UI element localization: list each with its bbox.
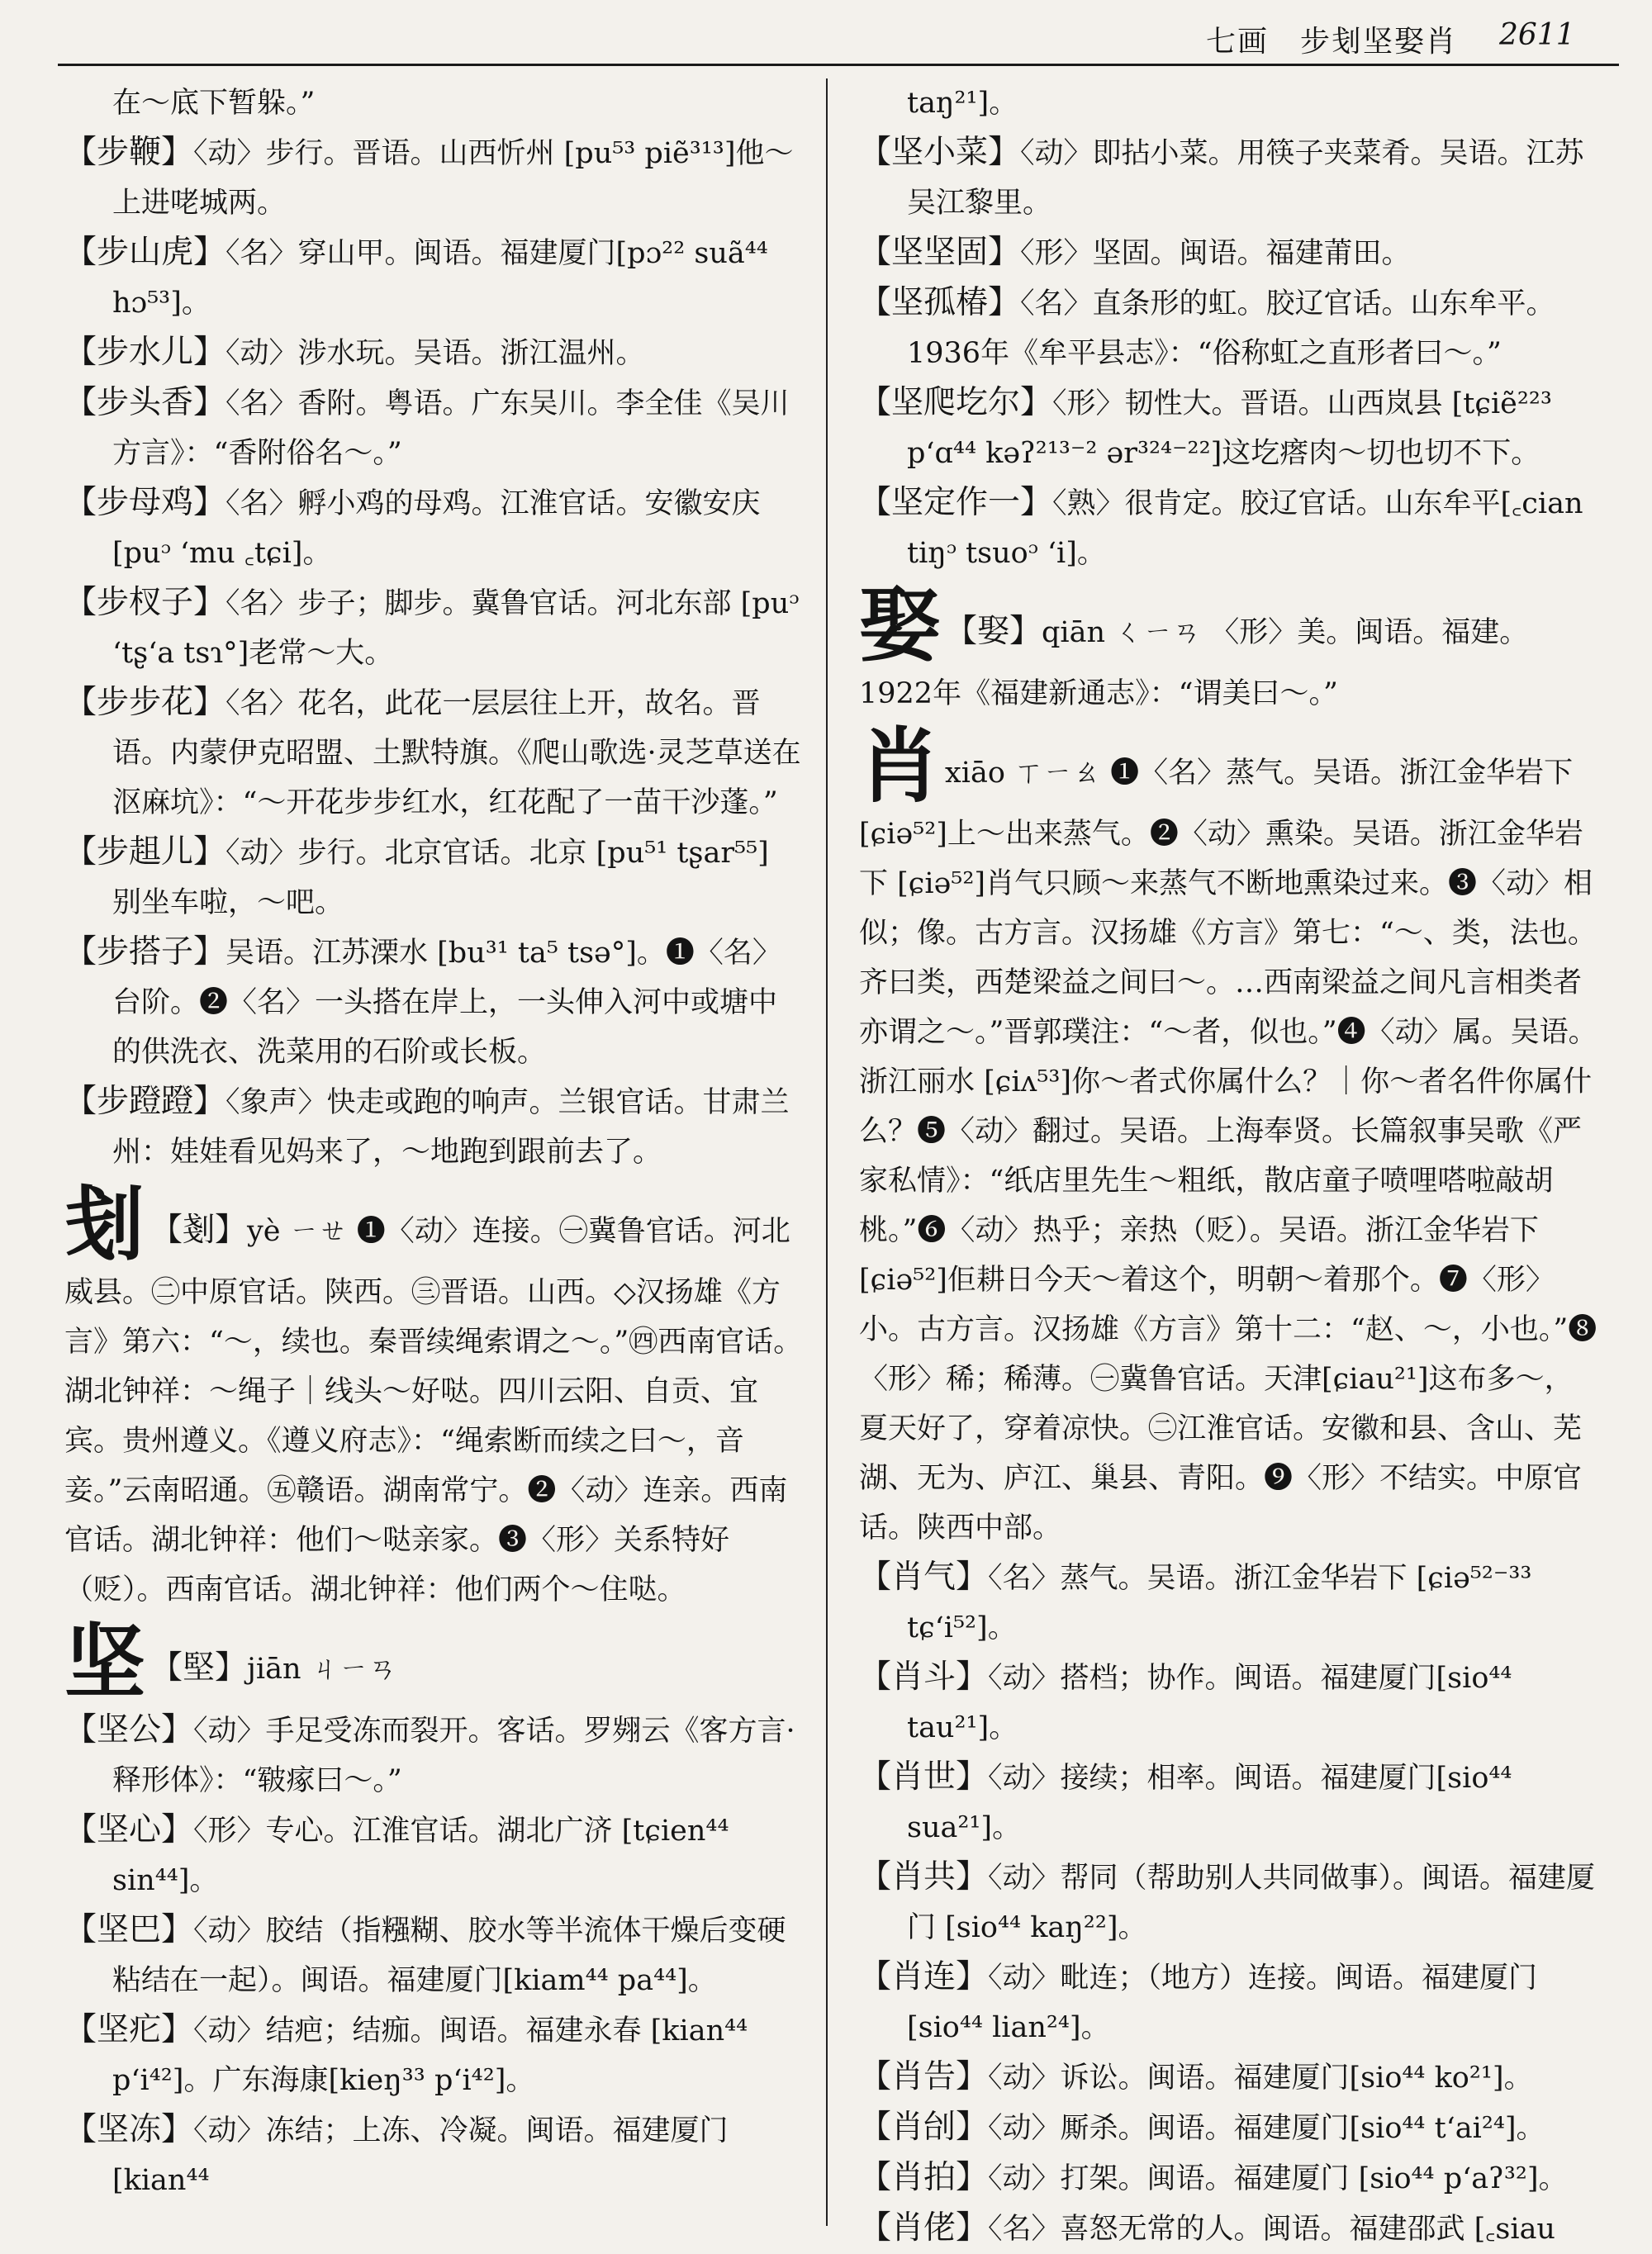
right-column <box>859 78 1598 2247</box>
entry-text: 〈动〉打架。闽语。福建厦门 [sio⁴⁴ pʻaʔ³²]。 <box>988 2162 1568 2195</box>
entry-text: 在～底下暂躲。” <box>112 87 316 120</box>
entry-headword: 【步趄儿】 <box>64 833 226 871</box>
dictionary-entry <box>64 128 804 228</box>
entry-headword: 【坚公】 <box>64 1711 194 1749</box>
dictionary-entry <box>64 928 804 1077</box>
column-divider <box>826 78 828 2226</box>
entry-headword: 【肖气】 <box>859 1559 989 1596</box>
entry-text: 〈形〉坚固。闽语。福建莆田。 <box>1020 237 1411 270</box>
entry-headword: 【坚心】 <box>64 1811 194 1848</box>
entry-text: 〈动〉结疤；结痂。闽语。福建永春 [kian⁴⁴ pʻi⁴²]。广东海康[kieŋ³³ pʻi⁴²]。 <box>112 2014 748 2097</box>
dictionary-entry <box>859 78 1598 128</box>
entry-headword: 【坚定作一】 <box>859 484 1053 521</box>
dictionary-entry <box>859 128 1598 228</box>
dictionary-entry <box>64 1905 804 2005</box>
dictionary-entry <box>859 378 1598 478</box>
entry-text: 〈动〉步行。北京官话。北京 [pu⁵¹ tʂar⁵⁵] 别坐车啦，～吧。 <box>112 837 769 919</box>
entry-headword: 【坚爬圪尔】 <box>859 384 1053 421</box>
entry-headword: 【剗】 <box>150 1212 248 1249</box>
character-entry <box>64 1177 804 1615</box>
entry-text: 〈动〉毗连；（地方）连接。闽语。福建厦门[sio⁴⁴ lian²⁴]。 <box>907 1962 1538 2044</box>
dictionary-entry <box>859 1753 1598 1853</box>
dictionary-entry <box>859 2103 1598 2153</box>
dictionary-entry <box>64 678 804 828</box>
entry-text: yè ㄧㄝ ❶〈动〉连接。㊀冀鲁官话。河北威县。㊁中原官话。陕西。㊂晋语。山西。◇汉扬雄《方言》第六：“～，续也。秦晋续绳索谓之～。”㊃西南官话。湖北钟祥：～绳子｜线头～好哒。四川云阳、自贡、宜宾。贵州遵义。《遵义府志》：“绳索断而续之曰～，音妾。”云南昭通。㊄赣语。湖南常宁。❷〈动〉连亲。西南官话。湖北钟祥：他们～哒亲家。❸〈形〉关系特好（贬）。西南官话。湖北钟祥：他们两个～住哒。 <box>64 1215 803 1606</box>
entry-headword: 【肖世】 <box>859 1758 989 1796</box>
entry-headword: 【坚坚固】 <box>859 234 1021 271</box>
dictionary-entry <box>64 228 804 328</box>
dictionary-entry <box>859 478 1598 578</box>
entry-headword: 【肖告】 <box>859 2058 989 2095</box>
section-title: 七画 步刬坚娶肖 <box>1206 25 1458 59</box>
dictionary-entry <box>64 2105 804 2205</box>
entry-text: 〈动〉步行。晋语。山西忻州 [pu⁵³ piẽ³¹³]他～上进咾城两。 <box>112 137 794 220</box>
dictionary-entry <box>64 828 804 928</box>
entry-text: 〈动〉冻结；上冻、冷凝。闽语。福建厦门[kian⁴⁴ <box>112 2114 729 2197</box>
dictionary-entry <box>64 478 804 578</box>
entry-headword: 【步蹬蹬】 <box>64 1083 226 1120</box>
entry-text: taŋ²¹]。 <box>907 87 1018 120</box>
page-number: 2611 <box>1499 18 1575 52</box>
entry-text: 〈动〉胶结（指糨糊、胶水等半流体干燥后变硬粘结在一起）。闽语。福建厦门[kiam⁴⁴ pa⁴⁴]。 <box>112 1915 786 1997</box>
dictionary-entry <box>64 78 804 128</box>
entry-text: 〈名〉花名，此花一层层往上开，故名。晋语。内蒙伊克昭盟、土默特旗。《爬山歌选·灵芝草送在沤麻坑》：“～开花步步红水，红花配了一苗干沙蓬。” <box>112 687 801 819</box>
dictionary-entry <box>859 1653 1598 1753</box>
entry-headword: 【肖刣】 <box>859 2109 989 2146</box>
entry-text: 〈象声〉快走或跑的响声。兰银官话。甘肃兰州：娃娃看见妈来了，～地跑到跟前去了。 <box>112 1086 790 1169</box>
dictionary-entry <box>64 2005 804 2105</box>
entry-headword: 【肖连】 <box>859 1958 989 1995</box>
dictionary-entry <box>64 378 804 478</box>
dictionary-entry <box>64 1806 804 1905</box>
entry-text: 〈名〉香附。粤语。广东吴川。李全佳《吴川方言》：“香附俗名～。” <box>112 387 790 470</box>
entry-headword: 【步鞭】 <box>64 134 194 171</box>
entry-text: 〈名〉孵小鸡的母鸡。江淮官话。安徽安庆 [puᵓ ʻmu ꜀tɕi]。 <box>112 487 761 570</box>
entry-text: 〈动〉诉讼。闽语。福建厦门[sio⁴⁴ ko²¹]。 <box>988 2062 1533 2095</box>
dictionary-entry <box>64 1077 804 1177</box>
entry-text: 〈动〉厮杀。闽语。福建厦门[sio⁴⁴ tʻai²⁴]。 <box>988 2112 1545 2145</box>
entry-headword: 【坚冻】 <box>64 2111 194 2148</box>
entry-character: 娶 <box>859 578 941 673</box>
dictionary-entry <box>859 2052 1598 2103</box>
entry-text: xiāo ㄒㄧㄠ ❶〈名〉蒸气。吴语。浙江金华岩下 [ɕiə⁵²]上～出来蒸气。❷〈动〉熏染。吴语。浙江金华岩下 [ɕiə⁵²]肖气只顾～来蒸气不断地熏染过来。❸〈动〉相似；像。古方言。汉扬雄《方言》第七：“～、类，法也。齐曰类，西楚梁益之间曰～。…西南梁益之间凡言相类者亦谓之～。”晋郭璞注：“～者，似也。”❹〈动〉属。吴语。浙江丽水 [ɕiʌ⁵³]你～者式你属什么？｜你～者名件你属什么？❺〈动〉翻过。吴语。上海奉贤。长篇叙事吴歌《严家私情》：“纸店里先生～粗纸，散店童子喷哩嗒啦敲胡桃。”❻〈动〉热乎；亲热（贬）。吴语。浙江金华岩下 [ɕiə⁵²]佢耕日今天～着这个，明朝～着那个。❼〈形〉小。古方言。汉扬雄《方言》第十二：“赵、～，小也。”❽〈形〉稀；稀薄。㊀冀鲁官话。天津[ɕiau²¹]这布多～，夏天好了，穿着凉快。㊁江淮官话。安徽和县、含山、芜湖、无为、庐江、巢县、青阳。❾〈形〉不结实。中原官话。陕西中部。 <box>859 757 1597 1545</box>
entry-text: 〈动〉涉水玩。吴语。浙江温州。 <box>225 337 645 370</box>
dictionary-entry <box>859 2204 1598 2254</box>
entry-text: 〈名〉蒸气。吴语。浙江金华岩下 [ɕiə⁵²⁻³³ tɕʻi⁵²]。 <box>907 1562 1532 1644</box>
entry-text: 〈动〉帮同（帮助别人共同做事）。闽语。福建厦门 [sio⁴⁴ kaŋ²²]。 <box>907 1862 1596 1944</box>
character-entry <box>859 578 1598 719</box>
entry-headword: 【肖斗】 <box>859 1658 989 1696</box>
entry-text: 〈动〉搭档；协作。闽语。福建厦门[sio⁴⁴ tau²¹]。 <box>907 1662 1512 1744</box>
entry-text: jiān ㄐㄧㄢ <box>247 1653 397 1686</box>
dictionary-entry <box>64 328 804 378</box>
entry-text: 〈形〉韧性大。晋语。山西岚县 [tɕiẽ²²³ pʻɑ⁴⁴ kəʔ²¹³⁻² ər³²⁴⁻²²]这圪瘩肉～切也切不下。 <box>907 387 1552 470</box>
dictionary-entry <box>64 578 804 678</box>
dictionary-entry <box>859 1553 1598 1653</box>
entry-text: 〈动〉接续；相率。闽语。福建厦门[sio⁴⁴ sua²¹]。 <box>907 1762 1512 1844</box>
entry-character: 坚 <box>64 1615 146 1710</box>
entry-headword: 【步山虎】 <box>64 234 226 271</box>
entry-headword: 【坚巴】 <box>64 1911 194 1948</box>
entry-text: 〈名〉喜怒无常的人。闽语。福建邵武 [꜀siau <box>988 2213 1555 2246</box>
entry-headword: 【步母鸡】 <box>64 484 226 521</box>
dictionary-entry <box>859 1853 1598 1953</box>
entry-text: 〈名〉步子；脚步。冀鲁官话。河北东部 [puᵓ ʻtʂʻa tsɿ°]老常～大。 <box>112 587 800 670</box>
entry-text: 〈动〉即拈小菜。用筷子夹菜肴。吴语。江苏吴江黎里。 <box>907 137 1584 220</box>
entry-text: 吴语。江苏溧水 [bu³¹ ta⁵ tsə°]。❶〈名〉台阶。❷〈名〉一头搭在岸上，一头伸入河中或塘中的供洗衣、洗菜用的石阶或长板。 <box>112 937 781 1069</box>
entry-headword: 【步搭子】 <box>64 933 226 970</box>
entry-character: 肖 <box>859 719 941 814</box>
entry-headword: 【肖拍】 <box>859 2159 989 2196</box>
dictionary-entry <box>859 2153 1598 2204</box>
entry-text: 〈名〉直条形的虹。胶辽官话。山东牟平。1936年《牟平县志》：“俗称虹之直形者曰～。” <box>907 287 1555 370</box>
entry-headword: 【肖共】 <box>859 1858 989 1896</box>
entry-headword: 【坚小菜】 <box>859 134 1021 171</box>
entry-text: 〈动〉手足受冻而裂开。客话。罗翙云《客方言·释形体》：“皲瘃曰～。” <box>112 1715 795 1797</box>
dictionary-entry <box>859 1953 1598 2052</box>
page-header <box>0 0 1652 64</box>
header-rule <box>58 64 1619 66</box>
dictionary-entry <box>859 228 1598 278</box>
dictionary-entry <box>64 1706 804 1806</box>
entry-text: 〈名〉穿山甲。闽语。福建厦门[pɔ²² suã⁴⁴ hɔ⁵³]。 <box>112 237 768 320</box>
entry-text: qiān ㄑㄧㄢ 〈形〉美。闽语。福建。1922年《福建新通志》：“谓美曰～。” <box>859 616 1529 710</box>
entry-text: 〈熟〉很肯定。胶辽官话。山东牟平[꜀cian tiŋᵓ tsuoᵓ ʻi]。 <box>907 487 1583 570</box>
entry-headword: 【坚疕】 <box>64 2011 194 2048</box>
entry-headword: 【坚孤椿】 <box>859 284 1021 321</box>
entry-headword: 【步杈子】 <box>64 584 226 621</box>
entry-headword: 【步头香】 <box>64 384 226 421</box>
character-entry <box>64 1615 804 1710</box>
entry-headword: 【步水儿】 <box>64 334 226 371</box>
entry-headword: 【肖佬】 <box>859 2209 989 2247</box>
dictionary-entry <box>859 278 1598 378</box>
entry-character: 刬 <box>64 1177 146 1272</box>
left-column <box>64 78 804 2226</box>
entry-headword: 【堅】 <box>150 1649 248 1687</box>
entry-headword: 【步步花】 <box>64 684 226 721</box>
entry-headword: 【娶】 <box>945 613 1042 650</box>
character-entry <box>859 719 1598 1553</box>
entry-text: 〈形〉专心。江淮官话。湖北广济 [tɕien⁴⁴ sin⁴⁴]。 <box>112 1815 729 1897</box>
